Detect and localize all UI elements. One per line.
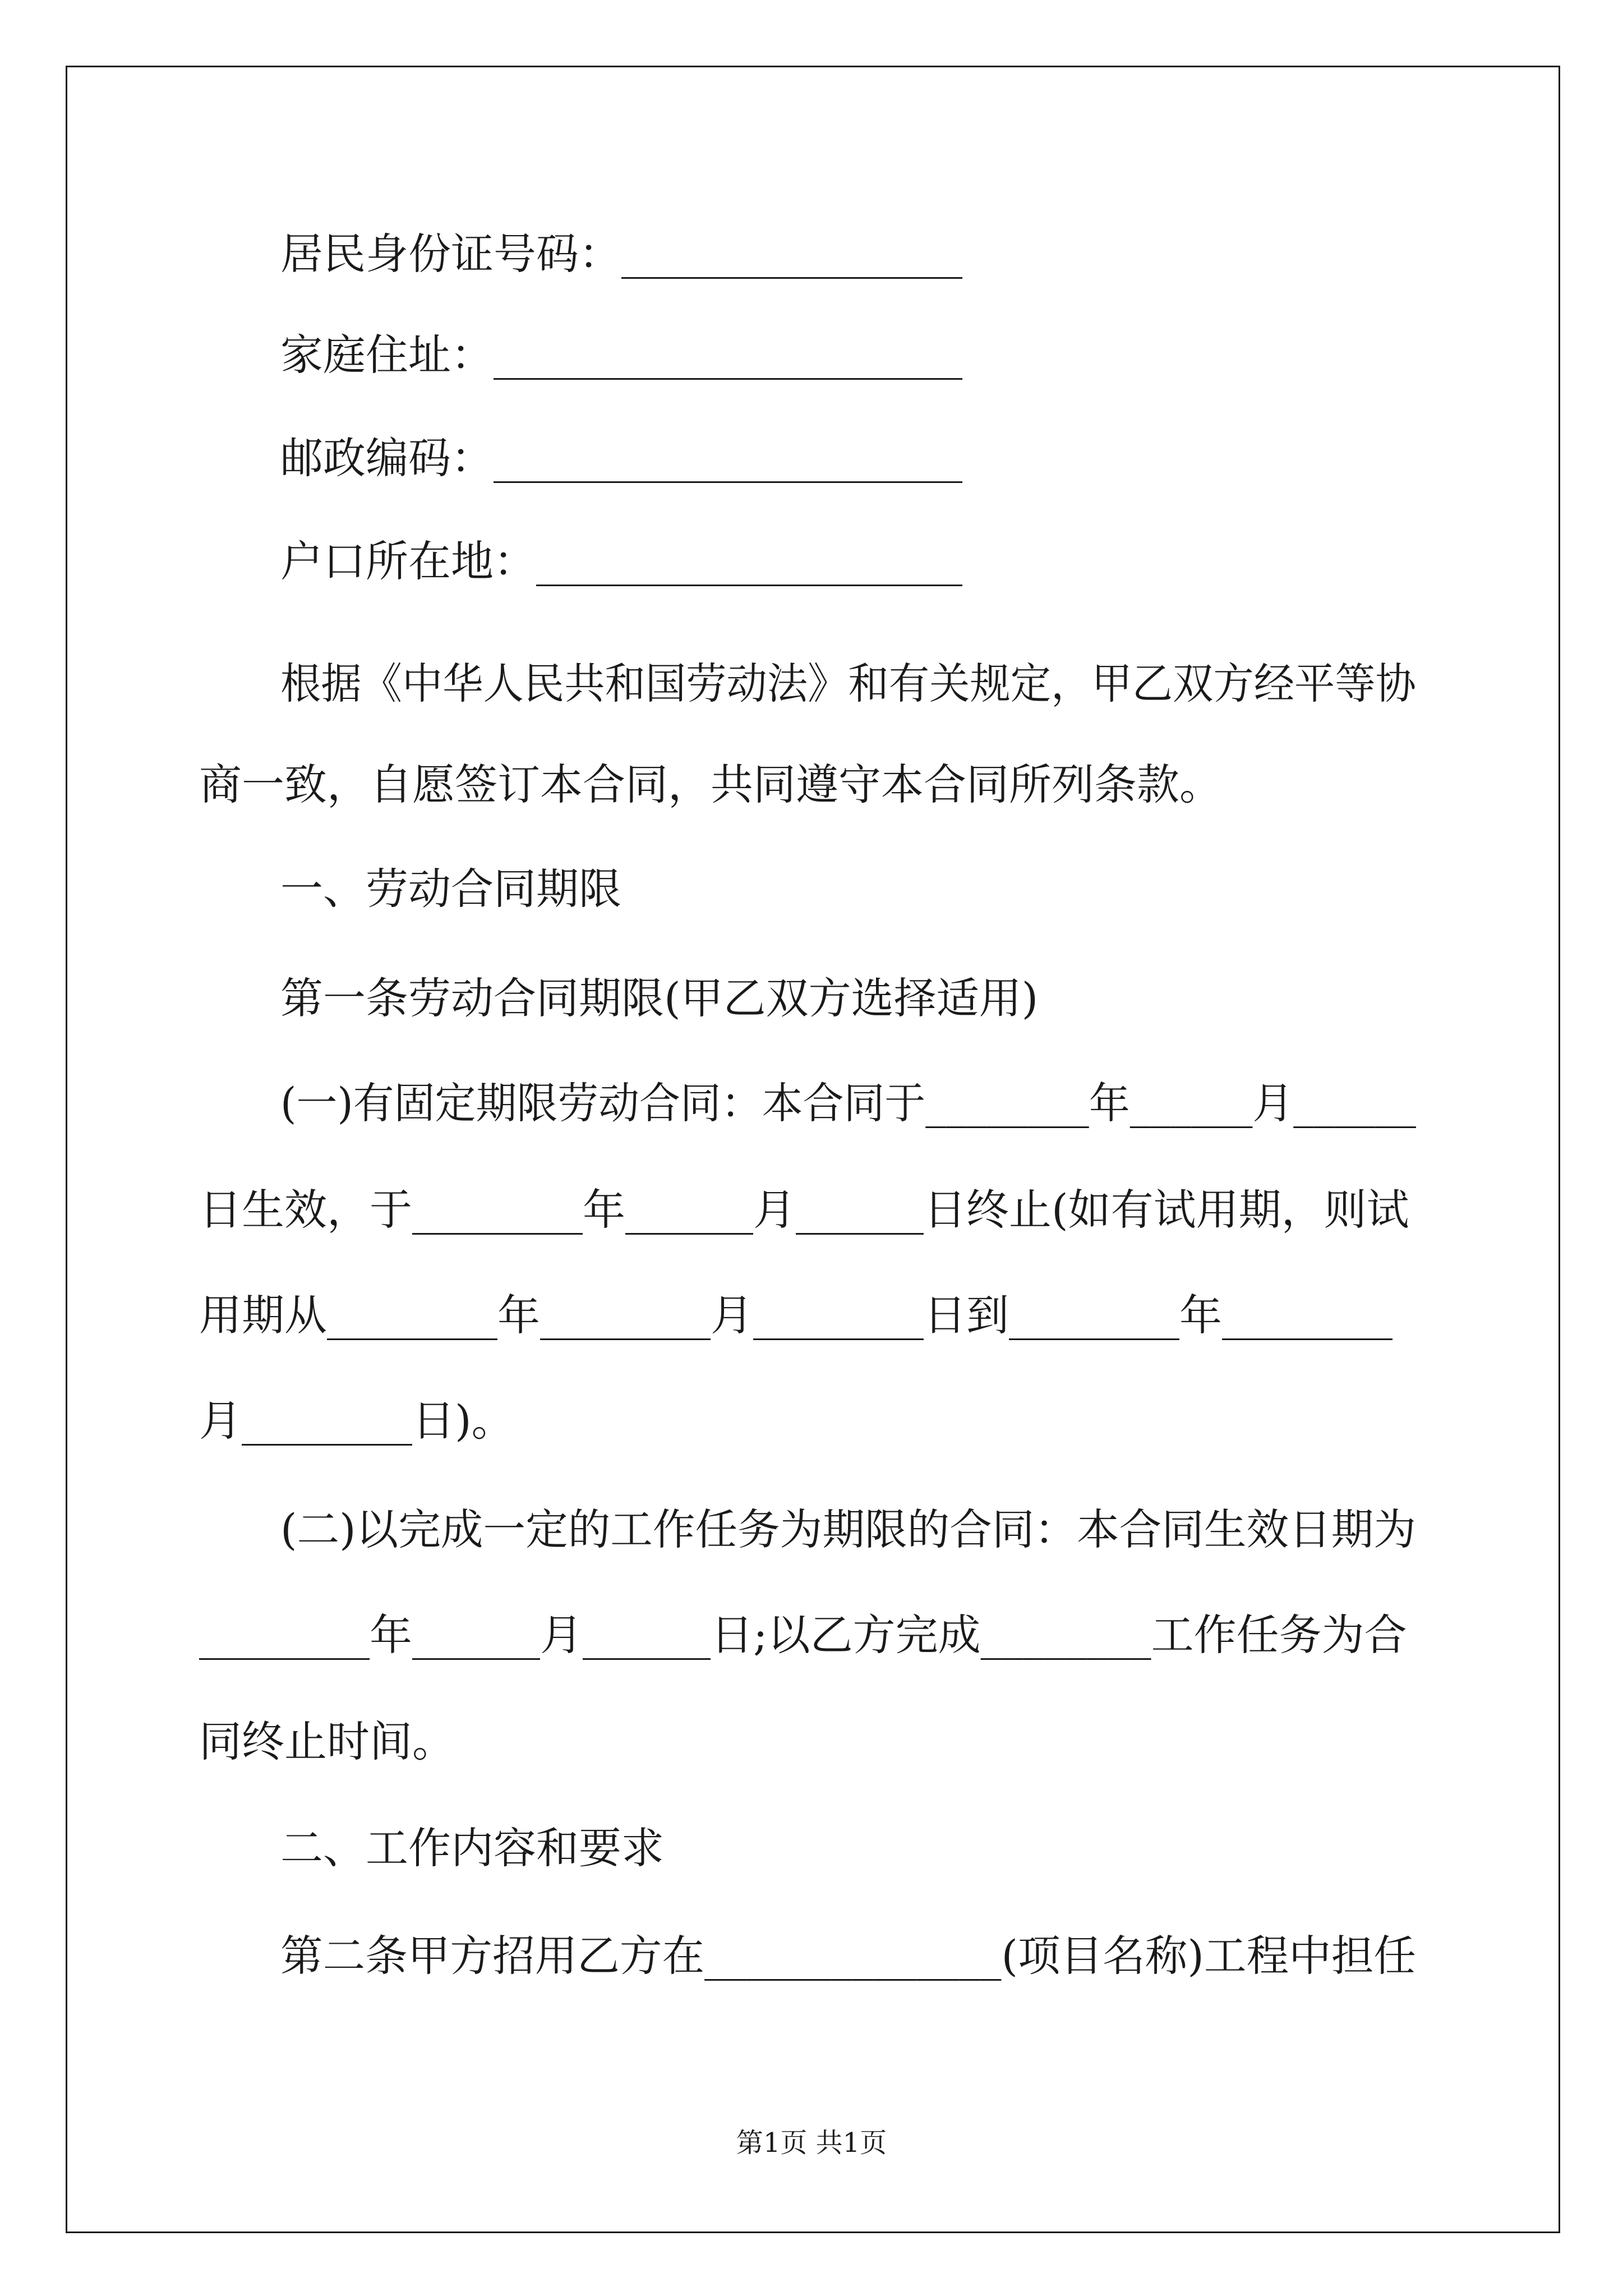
page-border [66, 66, 1560, 2233]
article-2-line-1 [0, 1925, 1623, 1987]
section-heading-work-content [0, 1818, 1623, 1879]
line-text: 二、工作内容和要求 [280, 1823, 664, 1873]
line-text: 用期从________年________月________日到________年________ [199, 1290, 1393, 1340]
clause-task-based-line-1 [0, 1499, 1623, 1561]
line-text: 邮政编码：______________________ [280, 433, 962, 483]
text-line-postal-code [0, 427, 1623, 489]
line-text: 第一条劳动合同期限(甲乙双方选择适用) [280, 973, 1039, 1023]
clause-fixed-term-line-4 [0, 1390, 1623, 1452]
line-text: 商一致，自愿签订本合同，共同遵守本合同所列条款。 [199, 760, 1222, 809]
text-line-registered-residence [0, 531, 1623, 592]
line-text: (二)以完成一定的工作任务为期限的合同：本合同生效日期为 [280, 1504, 1416, 1554]
page-footer: 第1页 共1页 [736, 2127, 887, 2159]
line-text: (一)有固定期限劳动合同：本合同于________年______月______ [280, 1078, 1416, 1128]
line-text: 户口所在地：____________________ [280, 536, 962, 586]
section-heading-contract-term [0, 858, 1623, 920]
line-text: 一、劳动合同期限 [280, 864, 621, 914]
clause-fixed-term-line-2 [0, 1179, 1623, 1241]
text-line-id-number [0, 223, 1623, 285]
paragraph-preamble-line-2 [0, 754, 1623, 816]
text-line-home-address [0, 324, 1623, 386]
line-text: 家庭住址：______________________ [280, 330, 962, 380]
line-text: 日生效，于________年______月______日终止(如有试用期，则试 [199, 1185, 1409, 1235]
clause-task-based-line-2 [0, 1604, 1623, 1666]
line-text: 月________日)。 [199, 1396, 514, 1446]
clause-fixed-term-line-3 [0, 1285, 1623, 1346]
line-text: ________年______月______日;以乙方完成________工作任务为合 [199, 1610, 1407, 1660]
clause-fixed-term-line-1 [0, 1073, 1623, 1134]
article-1-heading [0, 968, 1623, 1029]
line-text: 同终止时间。 [199, 1717, 455, 1766]
paragraph-preamble-line-1 [0, 653, 1623, 715]
clause-task-based-line-3 [0, 1711, 1623, 1773]
line-text: 根据《中华人民共和国劳动法》和有关规定，甲乙双方经平等协 [280, 659, 1416, 708]
line-text: 居民身份证号码：________________ [280, 229, 962, 279]
line-text: 第二条甲方招用乙方在______________(项目名称)工程中担任 [280, 1931, 1416, 1981]
